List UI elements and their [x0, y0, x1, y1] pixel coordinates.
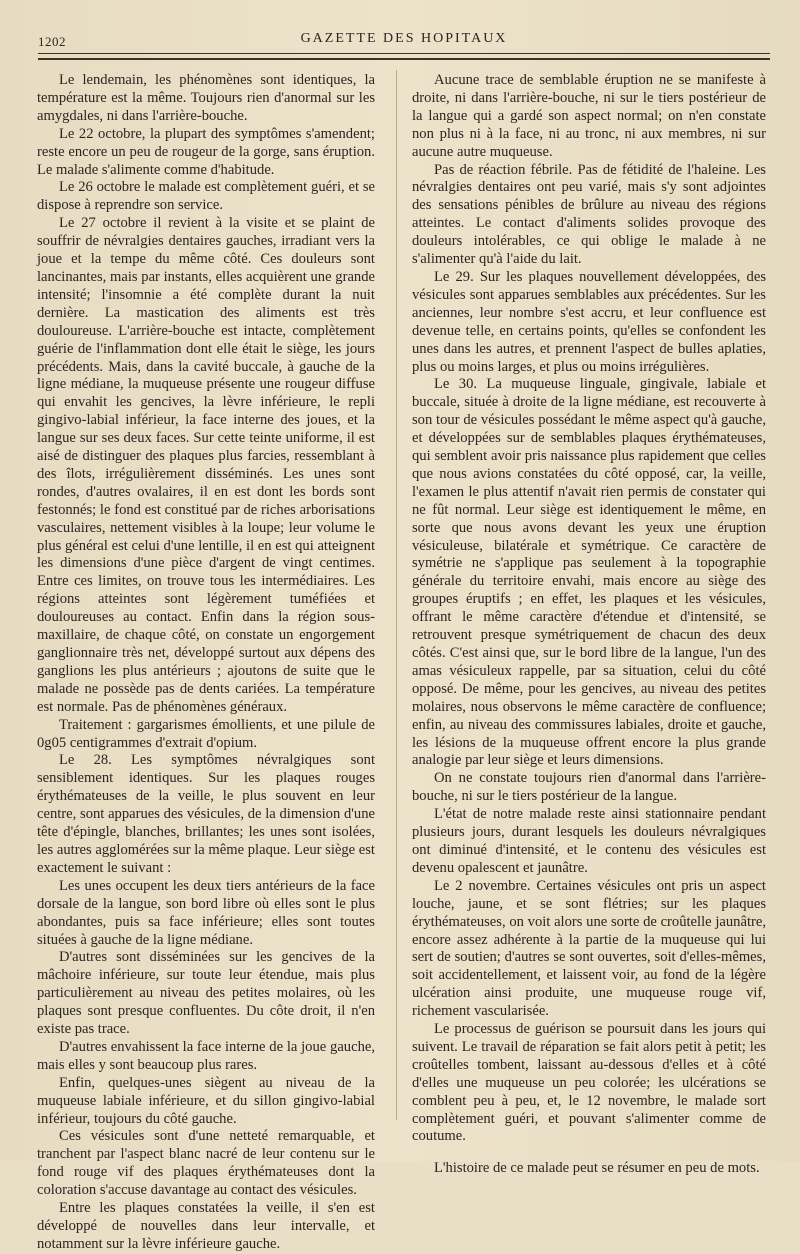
paragraph: Les unes occupent les deux tiers antérieurs de la face dorsale de la langue, son bord libre où elles sont le plus abondantes, puis sa face inférieure; elles sont toutes situées à gauche de la ligne médiane. [37, 877, 375, 948]
paragraph: L'état de notre malade reste ainsi stationnaire pendant plusieurs jours, durant lesquels les douleurs névralgiques ont diminué d'intensité, et le contenu des vésicules est devenu opalescent et jaunâtre. [412, 806, 766, 876]
paragraph: D'autres sont disséminées sur les gencives de la mâchoire inférieure, sur toute leur étendue, mais plus particulièrement au niveau des petites molaires, où les plaques sont presque confluentes. Du côte droit, il n'en existe pas trace. [37, 949, 375, 1038]
column-divider [396, 70, 397, 1120]
paragraph: Pas de réaction fébrile. Pas de fétidité de l'haleine. Les névralgies dentaires ont peu varié, mais s'y sont adjointes des sensations pénibles de brûlure au niveau des régions atteintes. Le contact d'aliments solides provoque des douleurs intolérables, ce qui oblige le malade à ne s'alimenter qu'à l'aide du lait. [412, 161, 766, 268]
paragraph: Le 27 octobre il revient à la visite et se plaint de souffrir de névralgies dentaires gauches, irradiant vers la joue et la tempe du même côté. Ces douleurs sont lancinantes, mais par instants, elles acquièrent une grande intensité; l'insomnie a été complète durant la nuit dernière. La mastication des aliments est très douloureuse. L'arrière-bouche est intacte, complètement guérie de l'inflammation dont elle était le siège, les jours précédents. Mais, dans la cavité buccale, à gauche de la ligne médiane, la muqueuse présente une rougeur diffuse qui envahit les gencives, la lèvre inférieure, le repli gingivo-labial inférieur, la face interne des joues, et la langue sur ses deux faces. Sur cette teinte uniforme, il est aisé de distinguer des plaques plus farcies, ressemblant à des îlots, irrégulièrement disséminés. Les unes sont rondes, d'autres ovalaires, il en est dont les bords sont festonnés; le fond est constitué par de riches arborisations vasculaires, nettement visibles à la loupe; leur volume le plus général est celui d'une lentille, il en est qui atteignent les dimensions d'une pièce d'argent de vingt centimes. Entre ces limites, on trouve tous les intermédiaires. Les régions atteintes sont légèrement tuméfiées et douloureuses au contact. Enfin dans la région sous-maxillaire, de chaque côté, on constate un engorgement ganglionnaire très net, développé surtout aux dépens des ganglions les plus antérieurs ; ajoutons de suite que le malade ne possède pas de dents cariées. La température est normale. Pas de phénomènes généraux. [37, 215, 375, 715]
right-column [412, 72, 766, 1178]
paragraph: Le 26 octobre le malade est complètement guéri, et se dispose à reprendre son service. [37, 179, 375, 214]
paragraph: Le 28. Les symptômes névralgiques sont sensiblement identiques. Sur les plaques rouges érythémateuses de la veille, le plus souvent en leur centre, sont apparues des vésicules, de la dimension d'une tête d'épingle, blanches, brillantes; les unes sont isolées, les autres agglomérées sur la même plaque. Leur siège est exactement le suivant : [37, 752, 375, 876]
header-double-rule [38, 58, 770, 60]
paragraph: Le processus de guérison se poursuit dans les jours qui suivent. Le travail de réparation se fait alors petit à petit; les croûtelles tombent, laissant au-dessous d'elles et à côté d'elles une muqueuse un peu colorée; les ulcérations se comblent peu à peu, et, le 12 novembre, le malade sort complètement guéri, et pouvant s'alimenter comme de coutume. [412, 1021, 766, 1145]
paragraph: Le 2 novembre. Certaines vésicules ont pris un aspect louche, jaune, et se sont flétries; sur les plaques érythémateuses, on voit alors une sorte de croûtelle jaunâtre, encore assez adhérente à la partie de la muqueuse qui lui sert de soutien; d'autres se sont ouvertes, soit d'elles-mêmes, soit accidentellement, et laissent voir, au fond de la légère ulcération ainsi produite, une muqueuse rouge vif, richement vascularisée. [412, 877, 766, 1020]
header-rule [38, 53, 770, 54]
page-number: 1202 [38, 34, 66, 49]
paragraph: Le 29. Sur les plaques nouvellement développées, des vésicules sont apparues semblables aux précédentes. Sur les anciennes, leur nombre s'est accru, et leur confluence est devenue telle, en certains points, qu'elles se confondent les unes dans les autres, et prennent l'aspect de bulles aplaties, plus ou moins larges, et plus ou moins irrégulières. [412, 268, 766, 375]
paragraph: D'autres envahissent la face interne de la joue gauche, mais elles y sont beaucoup plus rares. [37, 1038, 375, 1073]
paragraph: Enfin, quelques-unes siègent au niveau de la muqueuse labiale inférieure, et du sillon gingivo-labial inférieur, toujours du côté gauche. [37, 1074, 375, 1127]
paragraph: Le lendemain, les phénomènes sont identiques, la température est la même. Toujours rien d'anormal sur les amygdales, ni dans l'arrière-bouche. [37, 72, 375, 124]
paragraph: Ces vésicules sont d'une netteté remarquable, et tranchent par l'aspect blanc nacré de leur contenu sur le fond rouge vif des plaques érythémateuses dont la coloration s'accuse davantage au contact des vésicules. [37, 1128, 375, 1199]
paragraph: Le 22 octobre, la plupart des symptômes s'amendent; reste encore un peu de rougeur de la gorge, sans éruption. Le malade s'alimente comme d'habitude. [37, 125, 375, 178]
running-head: GAZETTE DES HOPITAUX [300, 31, 508, 46]
left-column [37, 72, 375, 1254]
paragraph: Traitement : gargarismes émollients, et une pilule de 0g05 centigrammes d'extrait d'opium. [37, 716, 375, 751]
paragraph: Entre les plaques constatées la veille, il s'en est développé de nouvelles dans leur intervalle, et notamment sur la lèvre inférieure gauche. [37, 1200, 375, 1252]
paragraph: Aucune trace de semblable éruption ne se manifeste à droite, ni dans l'arrière-bouche, ni sur le tiers postérieur de la langue qui a gardé son aspect normal; on n'en constate non plus ni à la face, ni au tronc, ni aux membres, ni sur aucune autre muqueuse. [412, 72, 766, 160]
page-header [38, 28, 770, 50]
paragraph: L'histoire de ce malade peut se résumer en peu de mots. [434, 1160, 760, 1177]
paragraph: Le 30. La muqueuse linguale, gingivale, labiale et buccale, située à droite de la ligne médiane, est recouverte à son tour de vésicules possédant le même aspect qu'à gauche, et développées sur de semblables plaques érythémateuses, qui semblent avoir pris naissance plus rapidement que celles que nous avions constatées du côté opposé, car, la veille, l'examen le plus attentif n'avait rien permis de constater qui ne fût normal. Leur siège est identiquement le même, en sorte que nous avons devant les yeux une éruption vésiculeuse, bilatérale et symétrique. Ce caractère de symétrie ne s'applique pas seulement à la topographie générale du territoire envahi, mais encore au siège des groupes éruptifs ; en effet, les plaques et les vésicules, offrant le même caractère d'étendue et d'intensité, se retrouvent presque symétriquement de chacun des deux côtés. C'est ainsi que, sur le bord libre de la langue, l'un des amas vésiculeux rappelle, par sa situation, celui du côté opposé. De même, pour les gencives, au niveau des petites molaires, nous observons le même caractère de confluence; enfin, au niveau des commissures labiales, droite et gauche, les lésions de la muqueuse offrent encore la plus grande analogie par leur siège et leurs dimensions. [412, 376, 766, 769]
paragraph: On ne constate toujours rien d'anormal dans l'arrière-bouche, ni sur le tiers postérieur de la langue. [412, 770, 766, 805]
